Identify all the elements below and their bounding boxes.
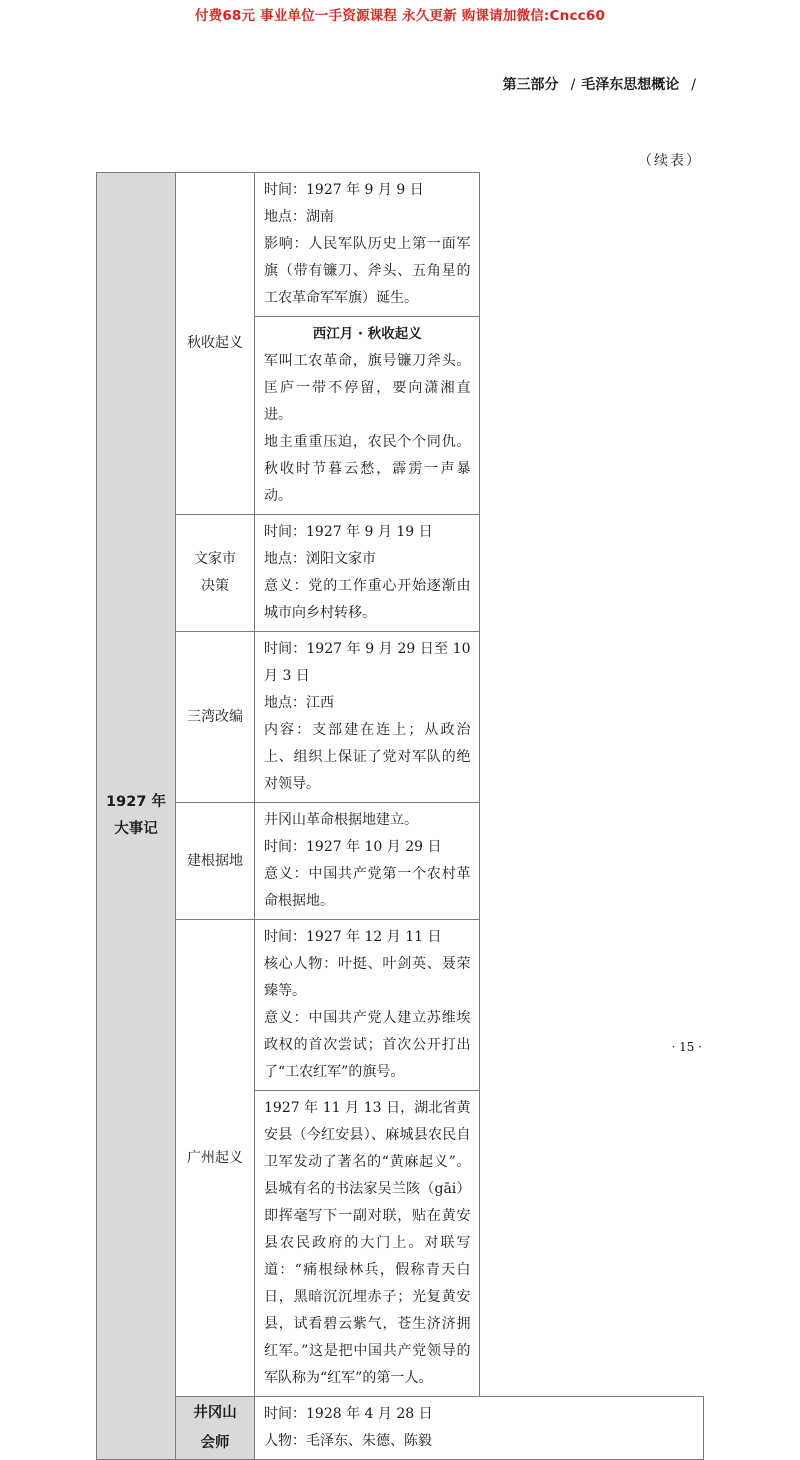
- poem-title: 西江月 · 秋收起义: [312, 326, 422, 342]
- detail-line: 时间：1927 年 9 月 9 日: [264, 182, 424, 198]
- poem-cell: [255, 317, 480, 515]
- event-name-line: 文家市: [194, 551, 236, 567]
- part-label: 第三部分: [502, 77, 559, 93]
- detail-line: 意义：中国共产党人建立苏维埃政权的首次尝试；首次公开打出了“工农红军”的旗号。: [264, 1010, 471, 1080]
- event-name-sanwan: 三湾改编: [176, 632, 255, 803]
- table-row: [97, 515, 704, 632]
- event-name-jinggangshan: [176, 1397, 255, 1460]
- detail-line: 时间：1927 年 10 月 29 日: [264, 839, 442, 855]
- table-row: [97, 803, 704, 920]
- event-details-base: [255, 803, 480, 920]
- event-name-wenjiashi: [176, 515, 255, 632]
- running-header: [503, 74, 702, 94]
- event-details-guangzhou: [255, 920, 480, 1091]
- event-note-guangzhou: [255, 1091, 480, 1397]
- event-name-autumn: 秋收起义: [176, 173, 255, 515]
- detail-line: 井冈山革命根据地建立。: [264, 812, 418, 828]
- event-name-line: 会师: [200, 1435, 230, 1451]
- chapter-title: 毛泽东思想概论: [581, 77, 680, 93]
- detail-line: 时间：1927 年 9 月 19 日: [264, 524, 433, 540]
- year-label: 1927 年: [106, 794, 166, 810]
- header-separator-end: /: [691, 77, 696, 93]
- detail-line: 影响：人民军队历史上第一面军旗（带有镰刀、斧头、五角星的工农革命军军旗）诞生。: [264, 236, 471, 306]
- table-row: [97, 1397, 704, 1460]
- poem-line: 军叫工农革命，旗号镰刀斧头。匡庐一带不停留，要向潇湘直进。: [264, 353, 471, 423]
- table-row: [97, 920, 704, 1091]
- detail-line: 意义：党的工作重心开始逐渐由城市向乡村转移。: [264, 578, 471, 621]
- detail-line: 地点：浏阳文家市: [264, 551, 376, 567]
- table-row: [97, 632, 704, 803]
- detail-line: 内容：支部建在连上；从政治上、组织上保证了党对军队的绝对领导。: [264, 722, 471, 792]
- detail-line: 时间：1927 年 9 月 29 日至 10 月 3 日: [264, 641, 471, 684]
- header-separator: /: [570, 77, 576, 93]
- detail-line: 地点：江西: [264, 695, 334, 711]
- detail-line: 核心人物：叶挺、叶剑英、聂荣臻等。: [264, 956, 471, 999]
- note-paragraph: 1927 年 11 月 13 日，湖北省黄安县（今红安县）、麻城县农民自卫军发动了著名的“黄麻起义”。县城有名的书法家吴兰陔（gāi）即挥毫写下一副对联，贴在黄安县农民政府的大门上。对联写道：“痛根绿林兵，假称青天白日，黑暗沉沉埋赤子；光复黄安县，试看碧云紫气，苍生济济拥红军。”这是把中国共产党领导的军队称为“红军”的第一人。: [264, 1100, 471, 1386]
- detail-line: 意义：中国共产党第一个农村革命根据地。: [264, 866, 471, 909]
- detail-line: 时间：1928 年 4 月 28 日: [264, 1406, 433, 1422]
- poem-line: 地主重重压迫，农民个个同仇。秋收时节暮云愁，霹雳一声暴动。: [264, 434, 471, 504]
- detail-line: 人物：毛泽东、朱德、陈毅: [264, 1433, 432, 1449]
- table-row: [97, 173, 704, 317]
- event-name-line: 井冈山: [193, 1405, 237, 1421]
- continuation-label: （续表）: [638, 153, 702, 169]
- detail-line: 地点：湖南: [264, 209, 334, 225]
- event-name-guangzhou: 广州起义: [176, 920, 255, 1397]
- event-name-line: 决策: [201, 578, 229, 594]
- event-details-jinggangshan: [255, 1397, 704, 1460]
- event-name-base: 建根据地: [176, 803, 255, 920]
- event-details-wenjiashi: [255, 515, 480, 632]
- event-details-sanwan: [255, 632, 480, 803]
- watermark-banner: 付费68元 事业单位一手资源课程 永久更新 购课请加微信:Cncc60: [194, 8, 606, 24]
- year-group-cell: [97, 173, 176, 1460]
- year-subtitle: 大事记: [114, 821, 158, 837]
- event-details-autumn: [255, 173, 480, 317]
- events-table: [96, 172, 704, 1460]
- detail-line: 时间：1927 年 12 月 11 日: [264, 929, 442, 945]
- page-number: · 15 ·: [671, 1040, 702, 1054]
